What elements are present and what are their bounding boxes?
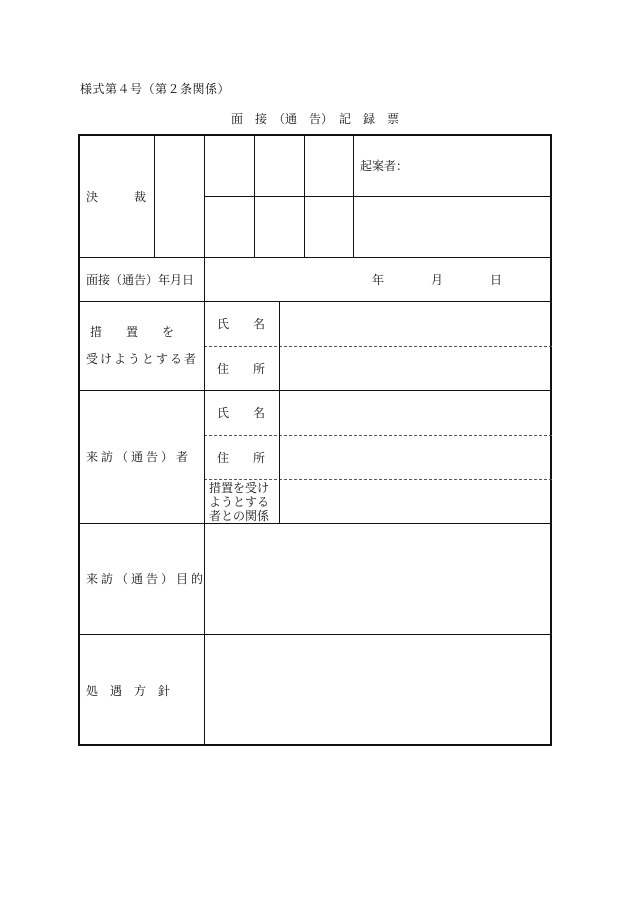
visitor-relation-label: 措置を受けようとする者との関係 — [209, 481, 270, 523]
purpose-label: 来訪（通告）目的 — [86, 572, 207, 586]
subject-name-label: 氏 名 — [217, 317, 266, 331]
row-divider-purpose — [80, 634, 552, 635]
approval-col-divider-3 — [304, 136, 305, 257]
day-label: 日 — [490, 273, 503, 287]
policy-label: 処 遇 方 針 — [86, 684, 171, 698]
approval-col-divider-4 — [353, 136, 354, 257]
subject-address-label: 住 所 — [217, 362, 266, 376]
visitor-name-label: 氏 名 — [217, 406, 266, 420]
approval-label: 決 裁 — [86, 190, 147, 204]
document-title: 面 接 （通 告） 記 録 票 — [230, 112, 399, 126]
visitor-dashed-divider-2 — [204, 479, 552, 480]
row-divider-approval — [80, 257, 552, 258]
subject-sublabel-divider — [279, 301, 280, 390]
year-label: 年 — [372, 273, 385, 287]
row-divider-subject — [80, 390, 552, 391]
approval-col-divider-2 — [254, 136, 255, 257]
visitor-sublabel-divider — [279, 390, 280, 523]
row-divider-visitor — [80, 523, 552, 524]
visitor-address-label: 住 所 — [217, 451, 266, 465]
visitor-label: 来訪（通告）者 — [86, 450, 192, 464]
month-label: 月 — [431, 273, 444, 287]
subject-label-line1: 措 置 を — [90, 325, 175, 339]
visitor-dashed-divider-1 — [204, 435, 552, 436]
form-number: 様式第４号（第２条関係） — [80, 82, 231, 96]
approval-row-divider — [204, 196, 552, 197]
record-form-table — [78, 134, 552, 746]
approval-col-divider-1 — [154, 136, 155, 257]
drafter-label: 起案者： — [360, 159, 409, 173]
label-col-divider — [204, 136, 205, 746]
subject-dashed-divider — [204, 346, 552, 347]
row-divider-date — [80, 301, 552, 302]
subject-label-line2: 受けようとする者 — [86, 352, 199, 366]
interview-date-label: 面接（通告）年月日 — [86, 273, 195, 287]
